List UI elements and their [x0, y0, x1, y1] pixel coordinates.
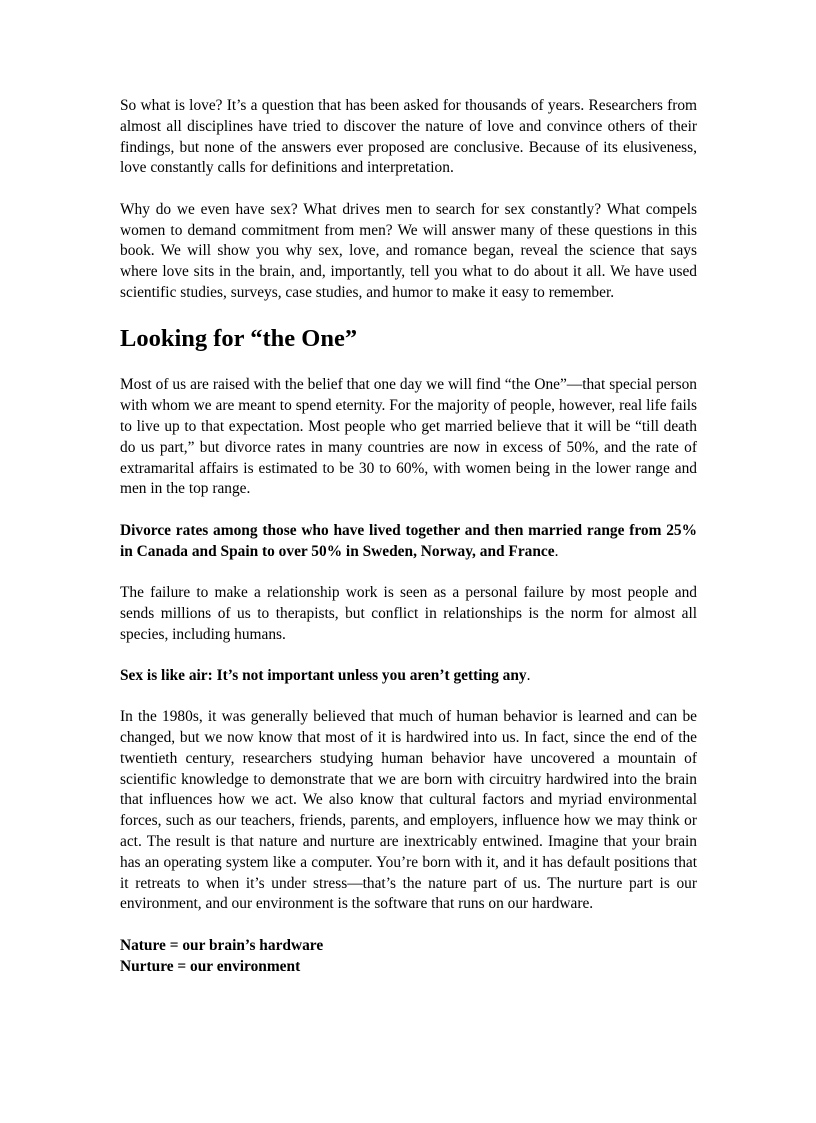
- callout-sex-like-air: [120, 666, 697, 687]
- intro-paragraph-2: Why do we even have sex? What drives men to search for sex constantly? What compels women to demand commitment from men? We will answer many of these questions in this book. We will show you why sex, love, and romance began, reveal the science that says where love sits in the brain, and, importantly, tell you what to do about it all. We have used scientific studies, surveys, case studies, and humor to make it easy to remember.: [120, 200, 697, 301]
- nature-nurture-definitions: [120, 936, 697, 978]
- section-heading: Looking for “the One”: [120, 325, 358, 353]
- definition-nature: Nature = our brain’s hardware: [120, 936, 324, 954]
- section-paragraph-1: Most of us are raised with the belief that one day we will find “the One”—that special person with whom we are meant to spend eternity. For the majority of people, however, real life fails to live up to that expectation. Most people who get married believe that it will be “till death do us part,” but divorce rates in many countries are now in excess of 50%, and the rate of extramarital affairs is estimated to be 30 to 60%, with women being in the lower range and men in the top range.: [120, 376, 697, 498]
- document-page: [120, 96, 697, 977]
- callout-sex-like-air-period: .: [526, 666, 531, 684]
- callout-divorce-rates-period: .: [554, 542, 559, 560]
- definition-nurture: Nurture = our environment: [120, 957, 301, 975]
- section-paragraph-3: In the 1980s, it was generally believed that much of human behavior is learned and can be changed, but we now know that most of it is hardwired into us. In fact, since the end of the twentieth century, researchers studying human behavior have uncovered a mountain of scientific knowledge to demonstrate that we are born with circuitry hardwired into the brain that influences how we act. We also know that cultural factors and myriad environmental forces, such as our teachers, friends, parents, and employers, influence how we may think or act. The result is that nature and nurture are inextricably entwined. Imagine that your brain has an operating system like a computer. You’re born with it, and it has default positions that it retreats to when it’s under stress—that’s the nature part of us. The nurture part is our environment, and our environment is the software that runs on our hardware.: [120, 708, 697, 913]
- callout-sex-like-air-text: Sex is like air: It’s not important unless you aren’t getting any: [120, 666, 527, 684]
- callout-divorce-rates-text: Divorce rates among those who have lived together and then married range from 25% in Canada and Spain to over 50% in Sweden, Norway, and France: [120, 521, 697, 560]
- section-paragraph-2: The failure to make a relationship work is seen as a personal failure by most people and sends millions of us to therapists, but conflict in relationships is the norm for almost all species, including humans.: [120, 583, 697, 643]
- intro-paragraph-1: So what is love? It’s a question that has been asked for thousands of years. Researchers from almost all disciplines have tried to discover the nature of love and convince others of their findings, but none of the answers ever proposed are conclusive. Because of its elusiveness, love constantly calls for definitions and interpretation.: [120, 97, 697, 177]
- callout-divorce-rates: [120, 521, 697, 563]
